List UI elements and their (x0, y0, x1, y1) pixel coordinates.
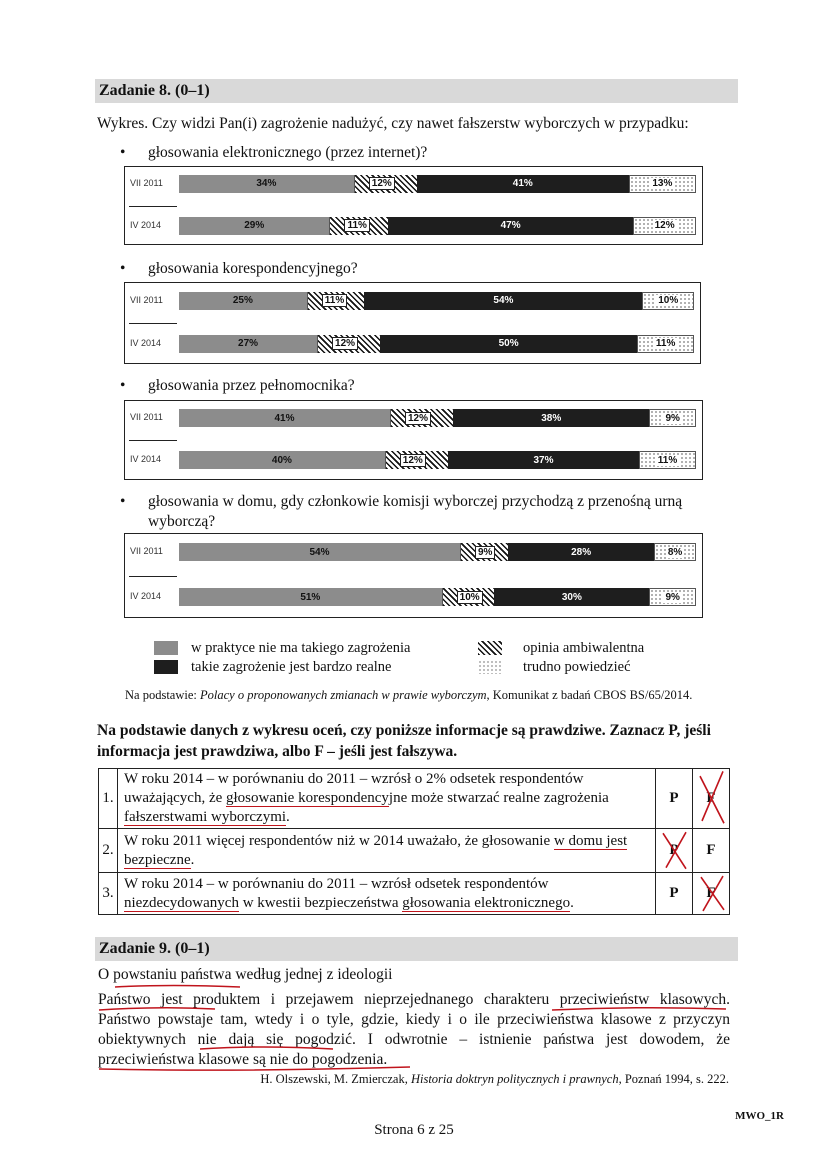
no-threat-segment (179, 292, 308, 310)
data-label: 10% (457, 591, 483, 604)
category-label: IV 2014 (130, 337, 162, 348)
real-threat-segment (417, 175, 629, 193)
real-threat-segment (453, 409, 649, 427)
cross-mark-icon (660, 829, 690, 872)
legend-dots-label: trudno powiedzieć (523, 659, 631, 675)
stacked-bar (179, 335, 694, 353)
legend-swatch-black (154, 660, 178, 674)
no-threat-segment (179, 175, 355, 193)
category-label: VII 2011 (130, 412, 163, 423)
category-label: IV 2014 (130, 219, 162, 230)
source-note (125, 688, 692, 703)
answer-f-cell[interactable] (693, 829, 730, 873)
exam-code: MWO_1R (735, 1110, 784, 1122)
stacked-bar (179, 292, 694, 310)
data-label: 40% (271, 454, 292, 466)
data-label: 11% (344, 219, 369, 232)
chart-1-title-line (120, 143, 740, 163)
data-label: 9% (475, 546, 495, 559)
data-label: 54% (309, 546, 330, 558)
category-label: IV 2014 (130, 591, 162, 602)
chart-2-title: głosowania korespondencyjnego? (148, 260, 358, 277)
answer-f-cell[interactable] (693, 873, 730, 915)
data-label: 54% (493, 295, 514, 307)
data-label: 30% (561, 591, 582, 603)
chart-2 (124, 282, 701, 364)
table-row (99, 829, 730, 873)
ambivalent-segment (330, 217, 387, 235)
data-label: 13% (652, 178, 673, 190)
data-label: 27% (238, 338, 259, 350)
data-label: 50% (498, 338, 519, 350)
data-label: 47% (500, 220, 521, 232)
chart-row-separator (129, 576, 177, 577)
data-label: 37% (533, 454, 554, 466)
data-label: 12% (400, 454, 426, 467)
data-label: 29% (244, 220, 265, 232)
statement-text: W roku 2014 – w porównaniu do 2011 – wzrósł o 2% odsetek respondentów uważających, że głosowanie korespondencyjne może stwarzać realne zagrożenia fałszerstwami wyborczymi. (118, 769, 656, 829)
legend-swatch-gray (154, 641, 178, 655)
table-row (99, 873, 730, 915)
chart-4-title-line (120, 492, 740, 532)
cite-rest: , Poznań 1994, s. 222. (618, 1072, 729, 1086)
data-label: 12% (405, 412, 431, 425)
data-label: 34% (256, 178, 277, 190)
ambivalent-segment (391, 409, 453, 427)
statement-text: W roku 2011 więcej respondentów niż w 2014 uważało, że głosowanie w domu jest bezpieczne. (118, 829, 656, 873)
table-row (99, 769, 730, 829)
answer-f-cell[interactable] (693, 769, 730, 829)
answer-p: P (669, 885, 679, 901)
no-threat-segment (179, 217, 330, 235)
legend-gray-label: w praktyce nie ma takiego zagrożenia (191, 640, 411, 656)
answer-f: F (706, 885, 716, 901)
real-threat-segment (364, 292, 642, 310)
statement-number: 1. (99, 769, 118, 829)
chart-4 (124, 533, 703, 618)
chart-row-separator (129, 440, 177, 441)
task-8-instruction: Na podstawie danych z wykresu oceń, czy poniższe informacje są prawdziwe. Zaznacz P, jeśli informacja jest prawdziwa, albo F – jeśli jest fałszywa. (97, 722, 711, 760)
data-label: 28% (571, 546, 592, 558)
cite-authors: H. Olszewski, M. Zmierczak, (260, 1072, 411, 1086)
ambivalent-segment (461, 543, 508, 561)
data-label: 38% (541, 412, 562, 424)
real-threat-segment (380, 335, 638, 353)
hard-to-say-segment (639, 451, 696, 469)
answer-p: P (669, 842, 679, 858)
data-label: 8% (667, 546, 683, 558)
stacked-bar (179, 217, 696, 235)
hard-to-say-segment (654, 543, 696, 561)
ambivalent-segment (308, 292, 365, 310)
hard-to-say-segment (637, 335, 694, 353)
true-false-table (98, 768, 730, 915)
source-prefix: Na podstawie: (125, 688, 200, 702)
legend-swatch-hatch (478, 641, 502, 655)
answer-p-cell[interactable] (656, 769, 693, 829)
task-8-header: Zadanie 8. (0–1) (95, 79, 738, 103)
answer-p-cell[interactable] (656, 829, 693, 873)
no-threat-segment (179, 451, 386, 469)
real-threat-segment (508, 543, 654, 561)
data-label: 41% (512, 178, 533, 190)
statement-number: 2. (99, 829, 118, 873)
answer-p: P (669, 790, 679, 806)
data-label: 25% (232, 295, 253, 307)
stacked-bar (179, 543, 696, 561)
bullet: • (120, 377, 126, 394)
chart-1 (124, 166, 703, 245)
chart-row-separator (129, 323, 177, 324)
hard-to-say-segment (649, 588, 696, 606)
legend-black-label: takie zagrożenie jest bardzo realne (191, 659, 392, 675)
task-9-intro: O powstaniu państwa według jednej z ideologii (98, 966, 393, 983)
ambivalent-segment (355, 175, 417, 193)
answer-f: F (706, 790, 716, 806)
chart-3 (124, 400, 703, 480)
ambivalent-segment (386, 451, 448, 469)
stacked-bar (179, 588, 696, 606)
chart-row-separator (129, 206, 177, 207)
hard-to-say-segment (642, 292, 694, 310)
no-threat-segment (179, 335, 318, 353)
real-threat-segment (494, 588, 649, 606)
bullet: • (120, 493, 126, 510)
category-label: VII 2011 (130, 294, 163, 305)
bullet: • (120, 144, 126, 161)
ambivalent-segment (443, 588, 495, 606)
hard-to-say-segment (633, 217, 696, 235)
real-threat-segment (388, 217, 633, 235)
chart-3-title-line (120, 376, 740, 396)
data-label: 10% (658, 295, 679, 307)
source-title: Polacy o proponowanych zmianach w prawie wyborczym (199, 688, 487, 702)
no-threat-segment (179, 543, 461, 561)
page-number: Strona 6 z 25 (374, 1122, 454, 1138)
no-threat-segment (179, 409, 391, 427)
category-label: IV 2014 (130, 454, 162, 465)
citation (260, 1072, 729, 1087)
data-label: 12% (654, 220, 675, 232)
hard-to-say-segment (649, 409, 696, 427)
chart-2-title-line (120, 259, 740, 279)
legend-swatch-dots (478, 660, 502, 674)
category-label: VII 2011 (130, 546, 163, 557)
cite-title: Historia doktryn politycznych i prawnych (410, 1072, 619, 1086)
answer-p-cell[interactable] (656, 873, 693, 915)
data-label: 11% (655, 338, 676, 350)
data-label: 12% (369, 177, 395, 190)
data-label: 11% (322, 294, 347, 307)
data-label: 12% (332, 337, 358, 350)
hard-to-say-segment (629, 175, 696, 193)
task-9-header: Zadanie 9. (0–1) (95, 937, 738, 961)
data-label: 9% (665, 591, 680, 603)
stacked-bar (179, 409, 696, 427)
data-label: 41% (274, 412, 295, 424)
legend-hatch-label: opinia ambiwalentna (523, 640, 645, 656)
chart-1-title: głosowania elektronicznego (przez internet)? (148, 144, 428, 161)
data-label: 51% (300, 591, 321, 603)
answer-f: F (706, 842, 716, 858)
data-label: 9% (665, 412, 680, 424)
statement-number: 3. (99, 873, 118, 915)
ambivalent-segment (318, 335, 380, 353)
data-label: 11% (657, 454, 678, 466)
bullet: • (120, 260, 126, 277)
chart-3-title: głosowania przez pełnomocnika? (148, 377, 355, 394)
cross-mark-icon (697, 873, 727, 914)
task-9-passage: Państwo jest produktem i przejawem nieprzejednanego charakteru przeciwieństw klasowych. Państwo powstaje tam, wtedy i o tyle, gdzie, kiedy i o ile przeciwieństwa klasowe z przyczyn obiektywnych nie dają się pogodzić. I odwrotnie – istnienie państwa jest dowodem, że przeciwieństwa klasowe są nie do pogodzenia. (98, 991, 730, 1068)
chart-4-title: głosowania w domu, gdy członkowie komisji wyborczej przychodzą z przenośną urną wyborczą? (148, 493, 683, 530)
no-threat-segment (179, 588, 443, 606)
stacked-bar (179, 175, 696, 193)
statement-text: W roku 2014 – w porównaniu do 2011 – wzrósł odsetek respondentów niezdecydowanych w kwestii bezpieczeństwa głosowania elektronicznego. (118, 873, 656, 915)
real-threat-segment (448, 451, 639, 469)
stacked-bar (179, 451, 696, 469)
source-suffix: , Komunikat z badań CBOS BS/65/2014. (486, 688, 693, 702)
category-label: VII 2011 (130, 177, 163, 188)
task-8-intro: Wykres. Czy widzi Pan(i) zagrożenie nadużyć, czy nawet fałszerstw wyborczych w przypadku: (97, 115, 689, 132)
cross-mark-icon (697, 769, 727, 828)
